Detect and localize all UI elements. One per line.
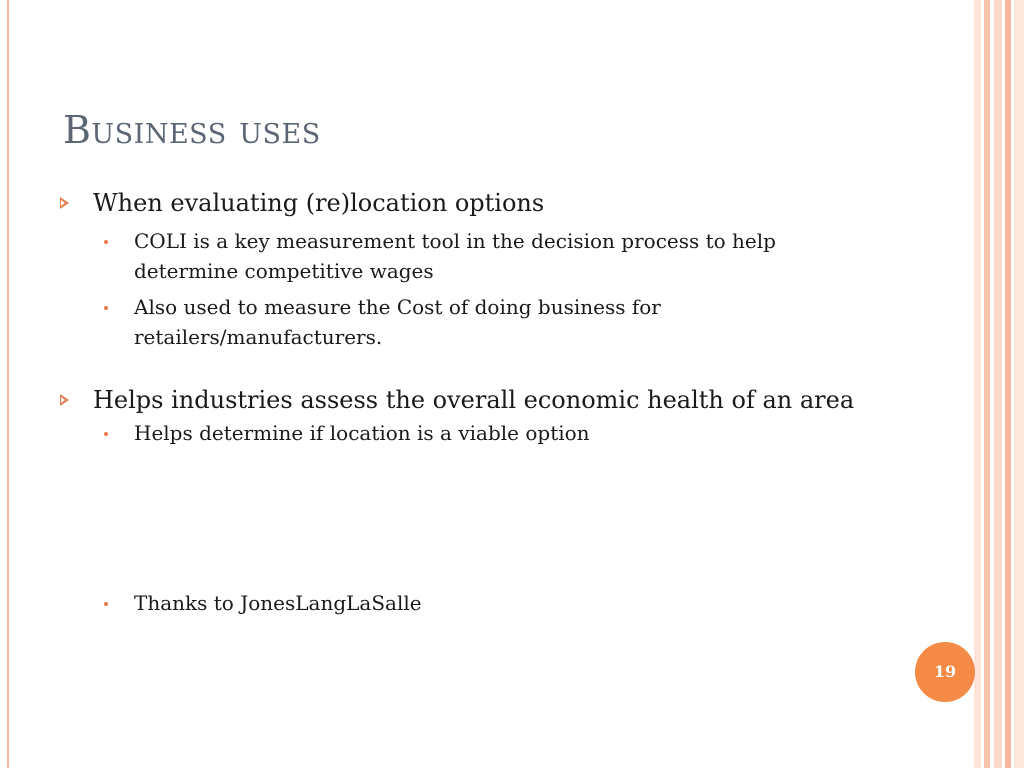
sub-bullet-text: Helps determine if location is a viable option — [134, 421, 590, 445]
dot-bullet-icon — [104, 240, 108, 244]
right-border-stripes — [974, 0, 1024, 768]
bullet-relocation — [60, 186, 860, 220]
sub-bullet-thanks — [60, 588, 860, 618]
slide-content — [60, 186, 860, 618]
page-number-badge: 19 — [915, 642, 975, 702]
sub-bullet-text: COLI is a key measurement tool in the decision process to help determine competitive wages — [134, 229, 776, 283]
sub-bullet-coli — [60, 226, 860, 286]
slide-title: Business uses — [63, 108, 321, 152]
arrow-bullet-icon — [60, 394, 69, 406]
dot-bullet-icon — [104, 602, 108, 606]
footnote-text: Thanks to JonesLangLaSalle — [134, 591, 422, 615]
sub-bullet-cost — [60, 292, 860, 352]
bullet-text: Helps industries assess the overall economic health of an area — [93, 386, 855, 414]
arrow-bullet-icon — [60, 197, 69, 209]
bullet-economic-health — [60, 383, 860, 417]
left-border-line — [7, 0, 9, 768]
dot-bullet-icon — [104, 432, 108, 436]
dot-bullet-icon — [104, 306, 108, 310]
bullet-text: When evaluating (re)location options — [93, 189, 545, 217]
border-stripe — [994, 0, 1002, 768]
sub-bullet-viable — [60, 418, 860, 448]
border-stripe — [974, 0, 981, 768]
sub-bullet-text: Also used to measure the Cost of doing business for retailers/manufacturers. — [134, 295, 661, 349]
border-stripe — [1014, 0, 1024, 768]
